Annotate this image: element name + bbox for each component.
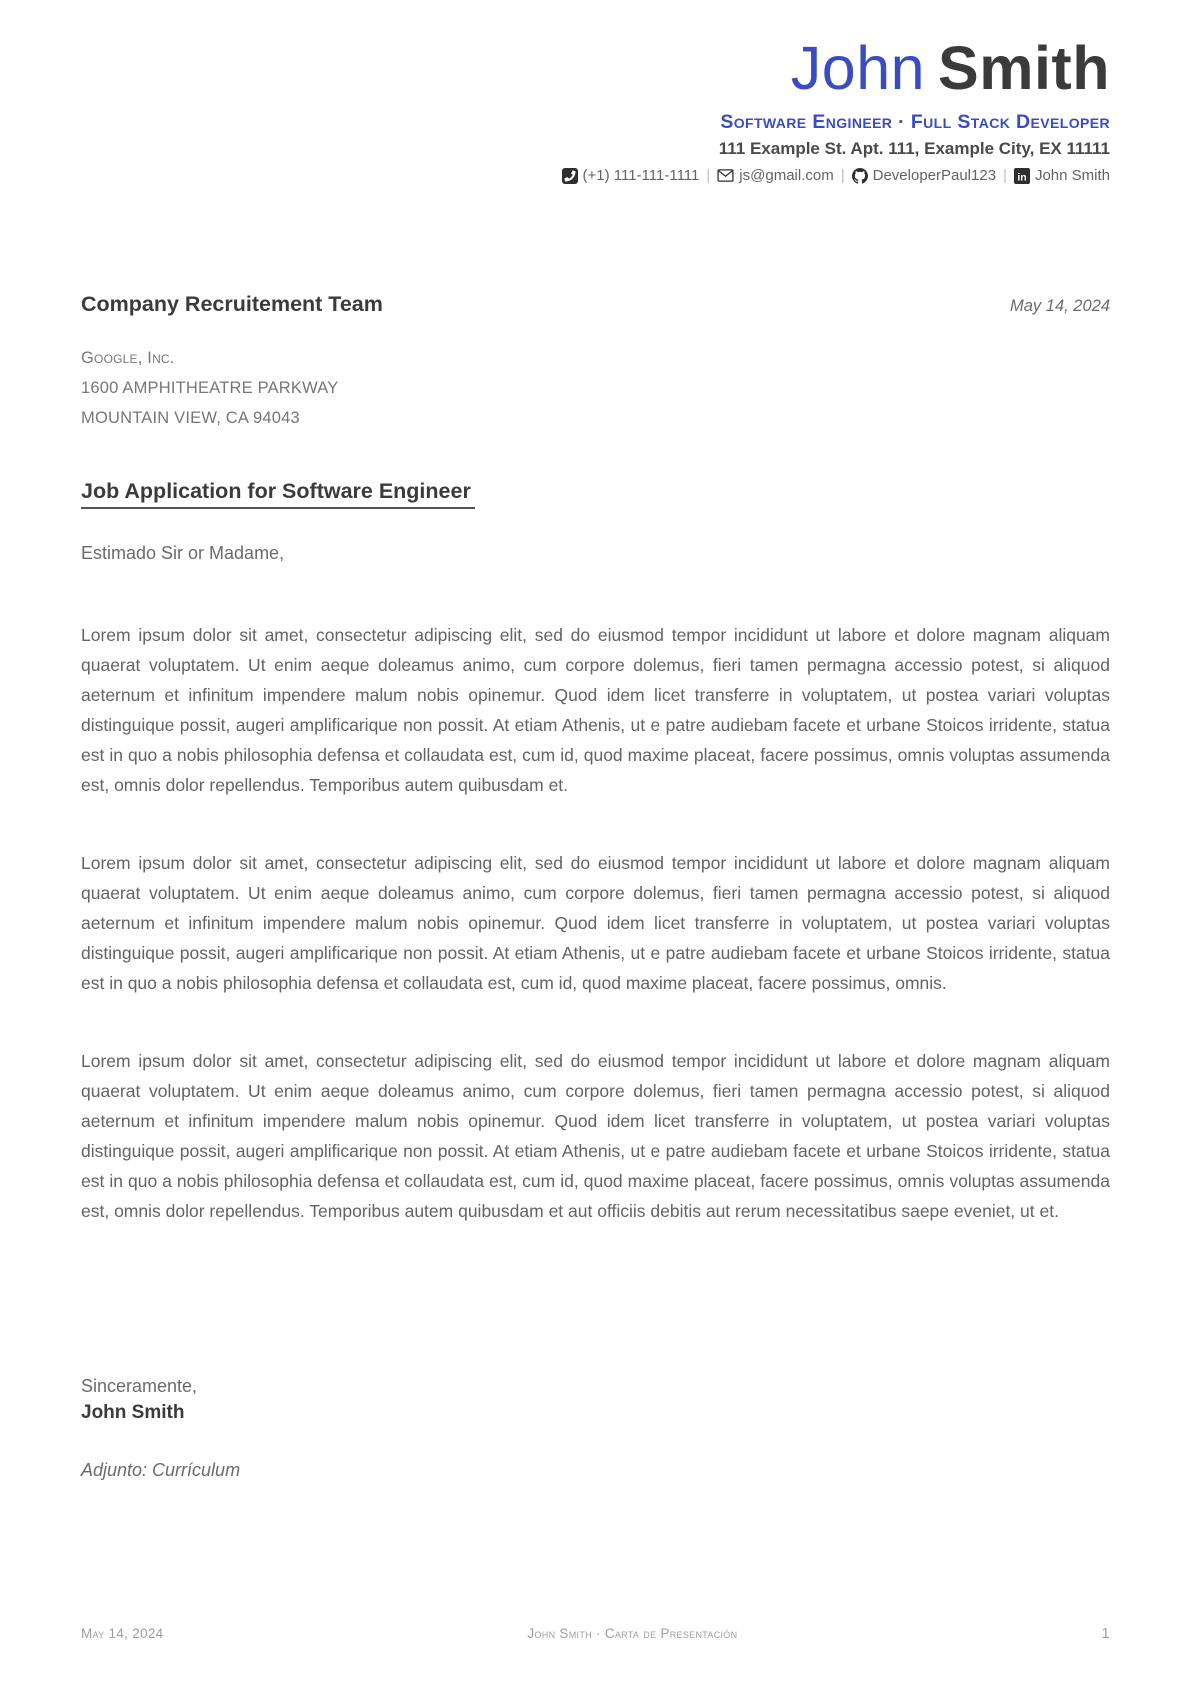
sender-address: 111 Example St. Apt. 111, Example City, EX 11111 [718, 139, 1110, 159]
recipient-address-line: Google, Inc. [81, 349, 175, 368]
github-icon [852, 168, 868, 184]
letter-greeting: Estimado Sir or Madame, [81, 543, 285, 564]
contact-bar [81, 167, 1110, 184]
last-name: Smith [938, 34, 1110, 102]
github-username: DeveloperPaul123 [872, 167, 997, 185]
github-contact[interactable] [852, 167, 996, 184]
letter-paragraph: Lorem ipsum dolor sit amet, consectetur adipiscing elit, sed do eiusmod tempor incididunt ut labore et dolore magnam aliquam quaerat voluptatem. Ut enim aeque doleamus animo, cum corpore dolemus, fieri tamen permagna accessio potest, si aliquod aeternum et infinitum impendere malum nobis opinemur. Quod idem licet transferre in voluptatem, ut postea variari voluptas distinguique possit, augeri amplificarique non possit. At etiam Athenis, ut e patre audiebam facete et urbane Stoicos irridente, statua est in quo a nobis philosophia defensa et collaudata est, cum id, quod maxime placeat, facere possimus, omnis voluptas assumenda est, omnis dolor repellendus. Temporibus autem quibusdam et aut officiis debitis aut rerum necessitatibus saepe eveniet, ut et. [81, 1051, 1110, 1222]
linkedin-icon [1014, 168, 1030, 184]
letter-date: May 14, 2024 [1010, 297, 1110, 316]
footer-date: May 14, 2024 [81, 1626, 164, 1641]
email-address: js@gmail.com [739, 167, 834, 185]
footer-title: John Smith · Carta de Presentación [527, 1626, 738, 1641]
recipient-address-line: 1600 AMPHITHEATRE PARKWAY [81, 379, 339, 398]
closing-salutation: Sinceramente, [81, 1376, 198, 1397]
email-icon [717, 168, 734, 183]
recipient-address-line: MOUNTAIN VIEW, CA 94043 [81, 409, 300, 428]
contact-separator: | [1003, 167, 1007, 185]
letter-body [81, 433, 1110, 1226]
closing-section [81, 1376, 1110, 1481]
letter-paragraph: Lorem ipsum dolor sit amet, consectetur adipiscing elit, sed do eiusmod tempor incididunt ut labore et dolore magnam aliquam quaerat voluptatem. Ut enim aeque doleamus animo, cum corpore dolemus, fieri tamen permagna accessio potest, si aliquod aeternum et infinitum impendere malum nobis opinemur. Quod idem licet transferre in voluptatem, ut postea variari voluptas distinguique possit, augeri amplificarique non possit. At etiam Athenis, ut e patre audiebam facete et urbane Stoicos irridente, statua est in quo a nobis philosophia defensa et collaudata est, cum id, quod maxime placeat, facere possimus, omnis. [81, 853, 1110, 994]
first-name: John [790, 34, 926, 102]
recipient-row [81, 292, 1110, 317]
recipient-section [81, 292, 1110, 433]
letter-subject: Job Application for Software Engineer [81, 479, 475, 509]
page-footer [81, 1625, 1110, 1642]
footer-page-number: 1 [1101, 1625, 1110, 1642]
linkedin-name: John Smith [1034, 167, 1110, 185]
svg-text:in: in [1017, 171, 1027, 184]
position-title: Software Engineer · Full Stack Developer [720, 111, 1110, 134]
phone-icon [562, 168, 578, 184]
letter-paragraph: Lorem ipsum dolor sit amet, consectetur adipiscing elit, sed do eiusmod tempor incididunt ut labore et dolore magnam aliquam quaerat voluptatem. Ut enim aeque doleamus animo, cum corpore dolemus, fieri tamen permagna accessio potest, si aliquod aeternum et infinitum impendere malum nobis opinemur. Quod idem licet transferre in voluptatem, ut postea variari voluptas distinguique possit, augeri amplificarique non possit. At etiam Athenis, ut e patre audiebam facete et urbane Stoicos irridente, statua est in quo a nobis philosophia defensa et collaudata est, cum id, quod maxime placeat, facere possimus, omnis voluptas assumenda est, omnis dolor repellendus. Temporibus autem quibusdam et. [81, 625, 1110, 796]
contact-separator: | [706, 167, 711, 185]
email-contact[interactable] [717, 167, 833, 184]
enclosure-note: Adjunto: Currículum [81, 1460, 241, 1481]
signature-name: John Smith [81, 1402, 185, 1424]
phone-contact[interactable] [562, 167, 700, 184]
phone-number: (+1) 111-111-1111 [582, 167, 700, 185]
contact-separator: | [840, 167, 845, 185]
masthead [81, 36, 1110, 184]
linkedin-contact[interactable] [1014, 167, 1110, 184]
full-name [81, 36, 1110, 100]
recipient-name: Company Recruitement Team [81, 292, 383, 317]
recipient-address [81, 343, 1110, 433]
